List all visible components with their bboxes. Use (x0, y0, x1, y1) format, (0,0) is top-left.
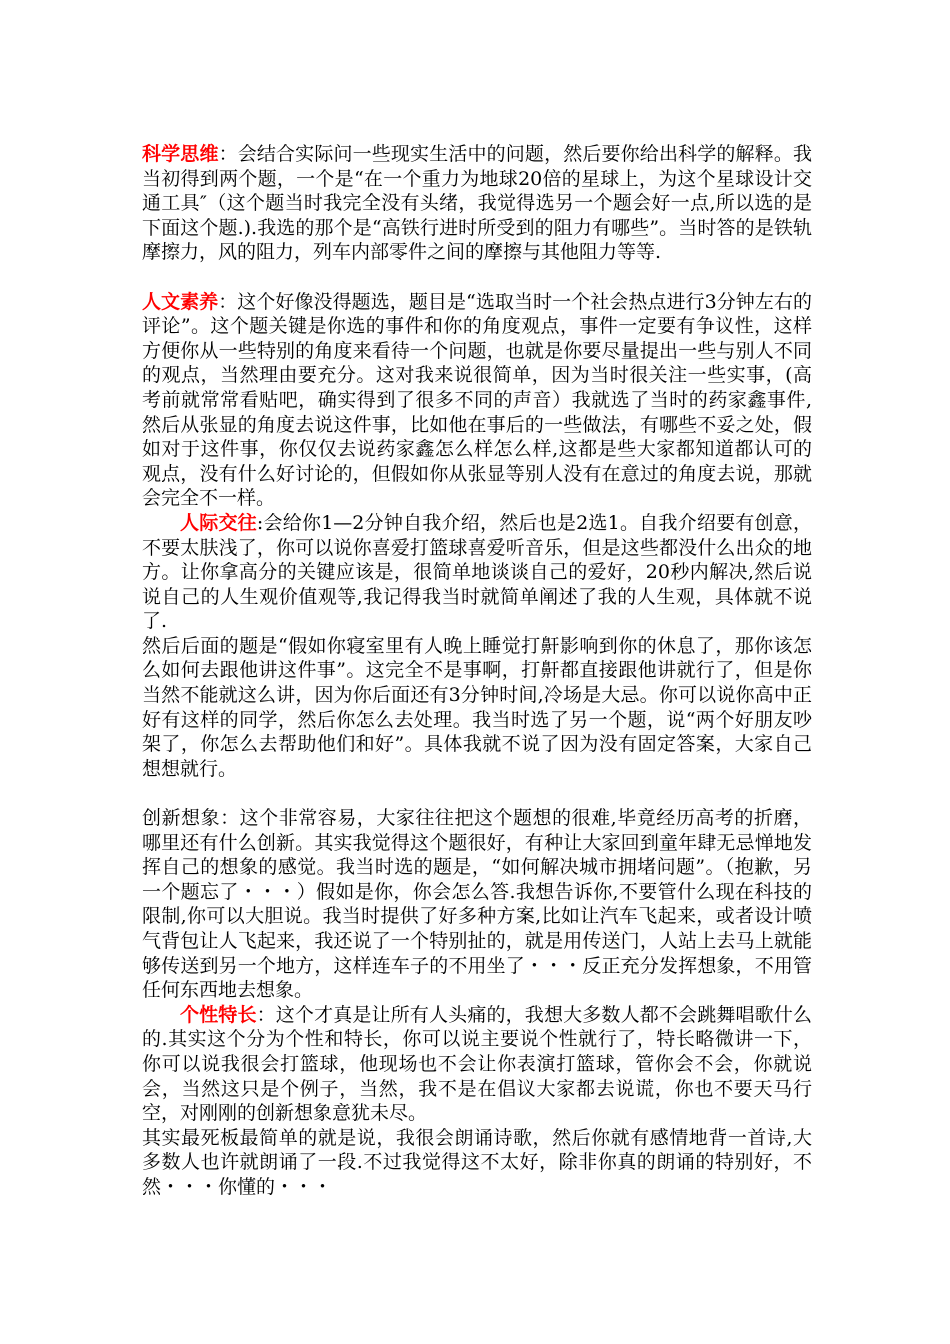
humanities-paragraph (142, 290, 812, 511)
interpersonal-heading: 人际交往 (180, 511, 257, 534)
blank-line (142, 265, 812, 290)
interpersonal-body: :会给你1—2分钟自我介绍，然后也是2选1。自我介绍要有创意，不要太肤浅了，你可以说你喜爱打篮球喜爱听音乐，但是这些都没什么出众的地方。让你拿高分的关键应该是，很简单地谈谈自己的爱好，20秒内解决,然后说说自己的人生观价值观等,我记得我当时就简单阐述了我的人生观，具体就不说了. (142, 511, 812, 633)
document-page (142, 142, 812, 1200)
science-body: ：会结合实际问一些现实生活中的问题，然后要你给出科学的解释。我当初得到两个题，一个是“在一个重力为地球20倍的星球上，为这个星球设计交通工具″（这个题当时我完全没有头绪，我觉得选另一个题会好一点,所以选的是下面这个题.).我选的那个是“高铁行进时所受到的阻力有哪些”。当时答的是铁轨摩擦力，风的阻力，列车内部零件之间的摩擦与其他阻力等等. (142, 143, 812, 264)
personality-heading: 个性特长 (180, 1003, 257, 1026)
interpersonal-followup-paragraph: 然后后面的题是“假如你寝室里有人晚上睡觉打鼾影响到你的休息了，那你该怎么如何去跟他讲这件事”。这完全不是事啊，打鼾都直接跟他讲就行了，但是你当然不能就这么讲，因为你后面还有3分钟时间,冷场是大忌。你可以说你高中正好有这样的同学，然后你怎么去处理。我当时选了另一个题，说“两个好朋友吵架了，你怎么去帮助他们和好”。具体我就不说了因为没有固定答案，大家自己想想就行。 (142, 634, 812, 780)
innovation-paragraph: 创新想象：这个非常容易，大家往往把这个题想的很难,毕竟经历高考的折磨，哪里还有什么创新。其实我觉得这个题很好，有种让大家回到童年肆无忌惮地发挥自己的想象的感觉。我当时选的题是，“如何解决城市拥堵问题”。（抱歉，另一个题忘了・・・）假如是你，你会怎么答.我想告诉你,不要管什么现在科技的限制,你可以大胆说。我当时提供了好多种方案,比如让汽车飞起来，或者设计喷气背包让人飞起来，我还说了一个特别扯的，就是用传送门，人站上去马上就能够传送到另一个地方，这样连车子的不用坐了・・・反正充分发挥想象，不用管任何东西地去想象。 (142, 807, 812, 1002)
personality-followup-paragraph: 其实最死板最简单的就是说，我很会朗诵诗歌，然后你就有感情地背一首诗,大多数人也许就朗诵了一段.不过我觉得这不太好，除非你真的朗诵的特别好，不然・・・你懂的・・・ (142, 1126, 812, 1198)
science-heading: 科学思维 (142, 143, 219, 165)
personality-paragraph (142, 1003, 812, 1126)
personality-body: ：这个才真是让所有人头痛的，我想大多数人都不会跳舞唱歌什么的.其实这个分为个性和特长，你可以说主要说个性就行了，特长略微讲一下，你可以说我很会打篮球，他现场也不会让你表演打篮球，管你会不会，你就说会，当然这只是个例子，当然，我不是在倡议大家都去说谎，你也不要天马行空，对刚刚的创新想象意犹未尽。 (142, 1003, 812, 1125)
science-paragraph (142, 142, 812, 265)
interpersonal-paragraph (142, 511, 812, 634)
humanities-heading: 人文素养 (142, 290, 219, 313)
humanities-body: ：这个好像没得题选，题目是“选取当时一个社会热点进行3分钟左右的评论”。这个题关键是你选的事件和你的角度观点，事件一定要有争议性，这样方便你从一些特别的角度来看待一个问题，也就是你要尽量提出一些与别人不同的观点，当然理由要充分。这对我来说很简单，因为当时很关注一些实事，(高考前就常常看贴吧，确实得到了很多不同的声音）我就选了当时的药家鑫事件,然后从张显的角度去说这件事，比如他在事后的一些做法，有哪些不妥之处，假如对于这件事，你仅仅去说药家鑫怎么样怎么样,这都是些大家都知道都认可的观点，没有什么好讨论的，但假如你从张显等别人没有在意过的角度去说，那就会完全不一样。 (142, 290, 812, 510)
blank-line (142, 781, 812, 806)
